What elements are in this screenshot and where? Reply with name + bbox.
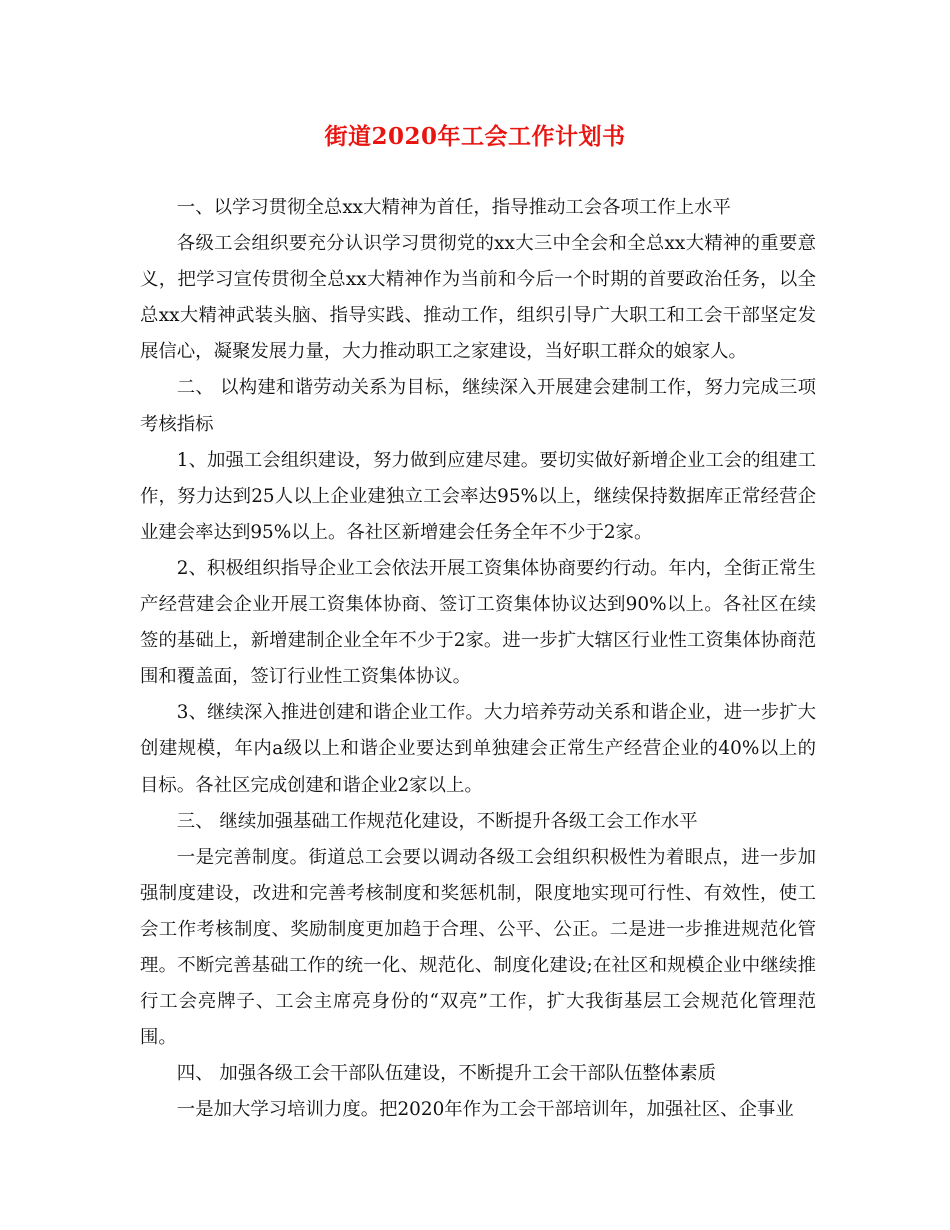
- section-heading-2: 二、 以构建和谐劳动关系为目标，继续深入开展建会建制工作，努力完成三项考核指标: [140, 377, 816, 435]
- paragraph: 3、继续深入推进创建和谐企业工作。大力培养劳动关系和谐企业，进一步扩大创建规模，年内a级以上和谐企业要达到单独建会正常生产经营企业的40%以上的目标。各社区完成创建和谐企业2家以上。: [140, 702, 816, 796]
- paragraph: 2、积极组织指导企业工会依法开展工资集体协商要约行动。年内，全街正常生产经营建会企业开展工资集体协商、签订工资集体协议达到90%以上。各社区在续签的基础上，新增建制企业全年不少于2家。进一步扩大辖区行业性工资集体协商范围和覆盖面，签订行业性工资集体协议。: [140, 557, 816, 688]
- document-title: 街道2020年工会工作计划书: [324, 123, 626, 150]
- section-heading-4: 四、 加强各级工会干部队伍建设，不断提升工会干部队伍整体素质: [176, 1063, 716, 1085]
- paragraph: 1、加强工会组织建设，努力做到应建尽建。要切实做好新增企业工会的组建工作，努力达到25人以上企业建独立工会率达95%以上，继续保持数据库正常经营企业建会率达到95%以上。各社区新增建会任务全年不少于2家。: [140, 449, 816, 543]
- section-heading-3: 三、 继续加强基础工作规范化建设，不断提升各级工会工作水平: [176, 810, 698, 832]
- paragraph: 各级工会组织要充分认识学习贯彻党的xx大三中全会和全总xx大精神的重要意义，把学习宣传贯彻全总xx大精神作为当前和今后一个时期的首要政治任务，以全总xx大精神武装头脑、指导实践、推动工作，组织引导广大职工和工会干部坚定发展信心，凝聚发展力量，大力推动职工之家建设，当好职工群众的娘家人。: [140, 233, 816, 363]
- document-body: [140, 190, 816, 1128]
- section-heading-1: 一、以学习贯彻全总xx大精神为首任，指导推动工会各项工作上水平: [176, 197, 731, 218]
- paragraph: 一是完善制度。街道总工会要以调动各级工会组织积极性为着眼点，进一步加强制度建设，改进和完善考核制度和奖惩机制，限度地实现可行性、有效性，使工会工作考核制度、奖励制度更加趋于合理、公平、公正。二是进一步推进规范化管理。不断完善基础工作的统一化、规范化、制度化建设;在社区和规模企业中继续推行工会亮牌子、工会主席亮身份的“双亮”工作，扩大我街基层工会规范化管理范围。: [140, 846, 816, 1049]
- paragraph: 一是加大学习培训力度。把2020年作为工会干部培训年，加强社区、企事业: [176, 1099, 794, 1121]
